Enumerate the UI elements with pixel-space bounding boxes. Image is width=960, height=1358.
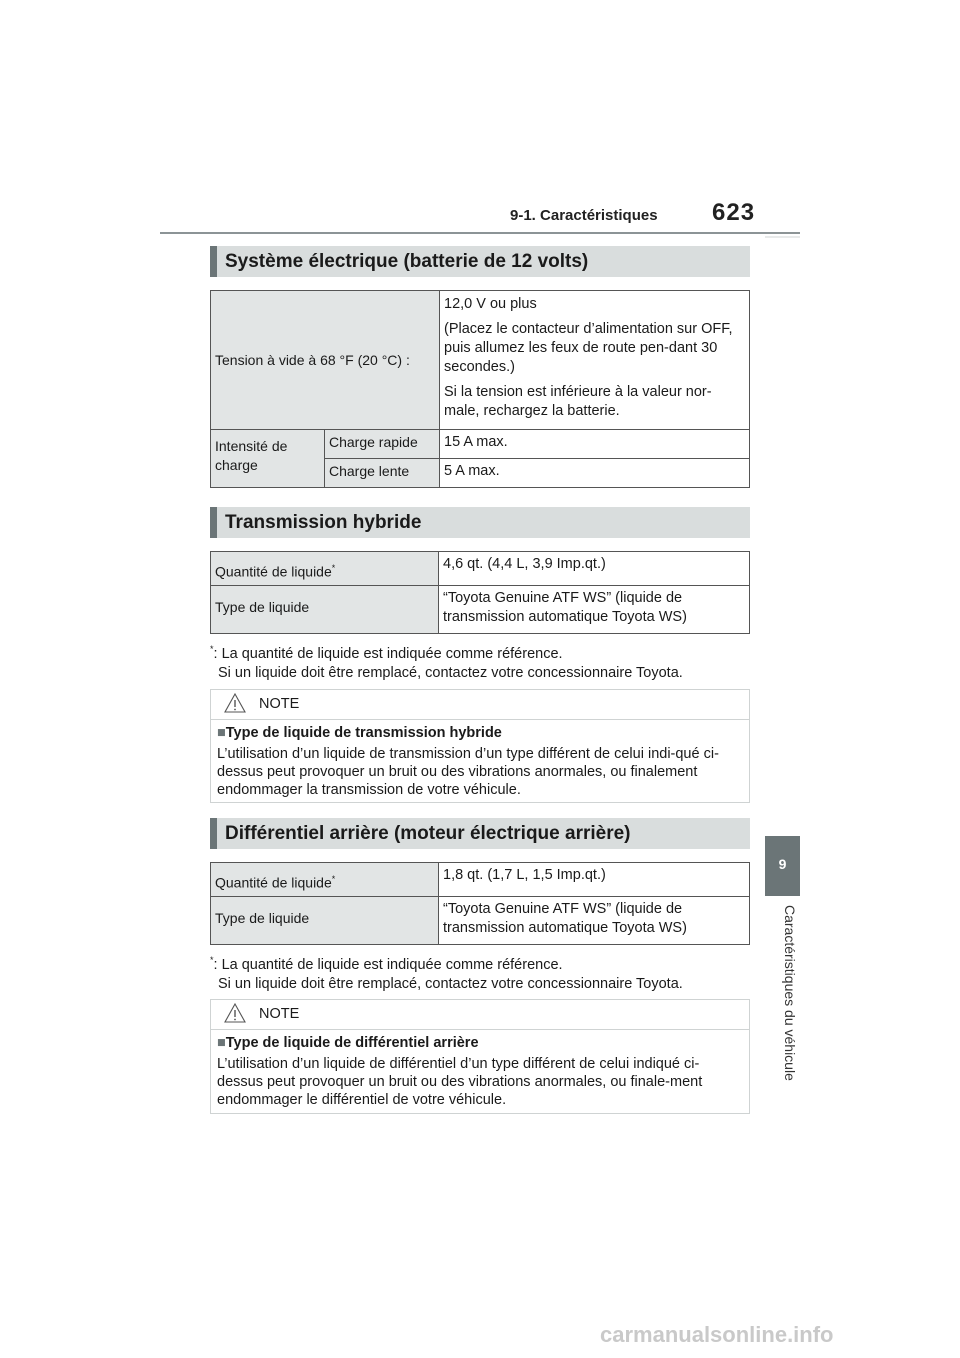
transmission-type-label: Type de liquide [211, 585, 439, 633]
differential-heading: Différentiel arrière (moteur électrique arrière) [210, 818, 750, 849]
electrical-table [210, 290, 750, 488]
note-header [211, 1000, 749, 1030]
transmission-footnote: *: La quantité de liquide est indiquée comme référence. Si un liquide doit être remplacé, contactez votre concessionnaire Toyota. [210, 644, 683, 681]
note-transmission [210, 689, 750, 803]
note-label: NOTE [259, 1006, 300, 1022]
voltage-value-cell [440, 291, 750, 430]
transmission-heading: Transmission hybride [210, 507, 750, 538]
voltage-note: (Placez le contacteur d’alimentation sur OFF, puis allumez les feux de route pen-dant 30 secondes.) [444, 321, 733, 375]
note-subtitle: ■Type de liquide de différentiel arrière [217, 1035, 479, 1051]
warning-icon [224, 693, 246, 713]
voltage-value: 12,0 V ou plus [444, 296, 537, 312]
differential-qty-value: 1,8 qt. (1,7 L, 1,5 Imp.qt.) [439, 863, 750, 897]
slow-charge-value: 5 A max. [440, 459, 750, 488]
charge-label: Intensité de charge [211, 430, 325, 488]
differential-footnote: *: La quantité de liquide est indiquée comme référence. Si un liquide doit être remplacé, contactez votre concessionnaire Toyota. [210, 955, 683, 992]
differential-table [210, 862, 750, 945]
differential-type-label: Type de liquide [211, 896, 439, 944]
note-text: L’utilisation d’un liquide de transmission d’un type différent de celui indi-qué ci-dessus peut provoquer un bruit ou des vibrations anormales, ou finalement endommager la transmission de votre véhicule. [217, 746, 719, 798]
watermark: carmanualsonline.info [600, 1322, 834, 1347]
voltage-label: Tension à vide à 68 °F (20 °C) : [211, 291, 440, 430]
section-title: 9-1. Caractéristiques [510, 207, 658, 224]
page-number: 623 [712, 199, 756, 226]
side-tab-rule [765, 236, 800, 238]
note-header [211, 690, 749, 720]
note-label: NOTE [259, 696, 300, 712]
transmission-qty-value: 4,6 qt. (4,4 L, 3,9 Imp.qt.) [439, 552, 750, 586]
note-text: L’utilisation d’un liquide de différentiel d’un type différent de celui indiqué ci-dessus peut provoquer un bruit ou des vibrations anormales, ou finale-ment endommager le différentiel de votre véhicule. [217, 1056, 703, 1108]
square-bullet-icon: ■ [217, 725, 226, 741]
differential-qty-label: Quantité de liquide* [211, 863, 439, 897]
electrical-heading: Système électrique (batterie de 12 volts) [210, 246, 750, 277]
voltage-note-low: Si la tension est inférieure à la valeur nor-male, rechargez la batterie. [444, 384, 712, 419]
rapid-charge-value: 15 A max. [440, 430, 750, 459]
transmission-type-value: “Toyota Genuine ATF WS” (liquide de transmission automatique Toyota WS) [439, 585, 750, 633]
chapter-number: 9 [778, 856, 787, 872]
header-rule [160, 232, 800, 234]
differential-type-value: “Toyota Genuine ATF WS” (liquide de transmission automatique Toyota WS) [439, 896, 750, 944]
transmission-qty-label: Quantité de liquide* [211, 552, 439, 586]
note-differential [210, 999, 750, 1114]
note-subtitle: ■Type de liquide de transmission hybride [217, 725, 502, 741]
warning-icon [224, 1003, 246, 1023]
transmission-table [210, 551, 750, 634]
chapter-label: Caractéristiques du véhicule [782, 905, 798, 1081]
slow-charge-label: Charge lente [325, 459, 440, 488]
rapid-charge-label: Charge rapide [325, 430, 440, 459]
square-bullet-icon: ■ [217, 1035, 226, 1051]
